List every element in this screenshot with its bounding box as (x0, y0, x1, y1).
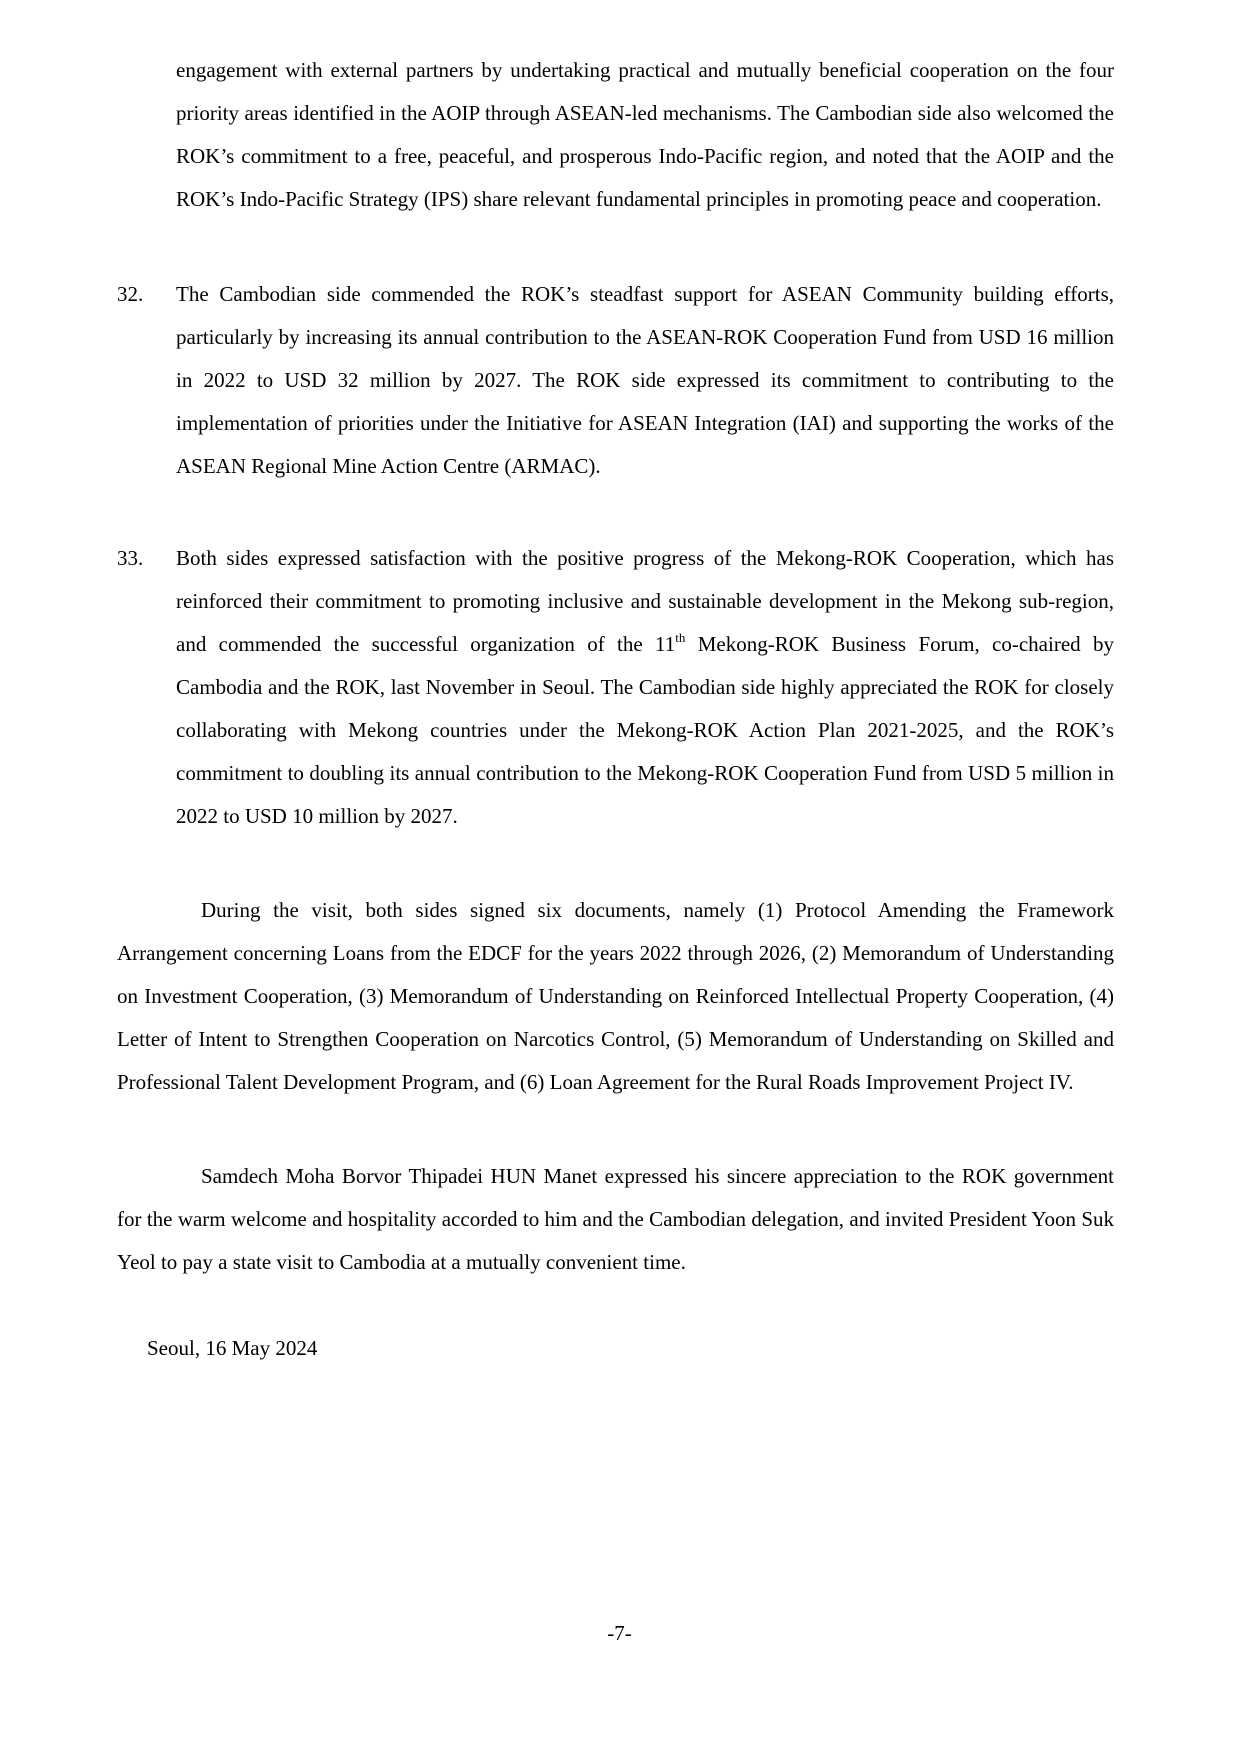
paragraph-33 (117, 537, 1114, 838)
paragraph-text: The Cambodian side commended the ROK’s steadfast support for ASEAN Community building efforts, particularly by increasing its annual contribution to the ASEAN-ROK Cooperation Fund from USD 16 million in 2022 to USD 32 million by 2027. The ROK side expressed its commitment to contributing to the implementation of priorities under the Initiative for ASEAN Integration (IAI) and supporting the works of the ASEAN Regional Mine Action Centre (ARMAC). (176, 282, 1114, 478)
paragraph-number: 32. (117, 282, 144, 306)
paragraph-32 (117, 273, 1114, 488)
date-place-line: Seoul, 16 May 2024 (147, 1336, 318, 1360)
paragraph-text (176, 537, 1114, 838)
paragraph-number: 33. (117, 546, 144, 570)
page-number: -7- (607, 1621, 632, 1645)
paragraph-text-part: Both sides expressed satisfaction with the positive progress of the Mekong-ROK Cooperation, which has reinforced their commitment to promoting inclusive and sustainable development in the Mekong sub-region, and commended the successful organization of the 11 (176, 546, 1114, 656)
paragraph-text-part: Mekong-ROK Business Forum, co-chaired by Cambodia and the ROK, last November in Seoul. The Cambodian side highly appreciated the ROK for closely collaborating with Mekong countries under the Mekong-ROK Action Plan 2021-2025, and the ROK’s commitment to doubling its annual contribution to the Mekong-ROK Cooperation Fund from USD 5 million in 2022 to USD 10 million by 2027. (176, 632, 1114, 828)
ordinal-superscript: th (675, 630, 686, 645)
signing-paragraph: During the visit, both sides signed six documents, namely (1) Protocol Amending the Framework Arrangement concerning Loans from the EDCF for the years 2022 through 2026, (2) Memorandum of Understanding on Investment Cooperation, (3) Memorandum of Understanding on Reinforced Intellectual Property Cooperation, (4) Letter of Intent to Strengthen Cooperation on Narcotics Control, (5) Memorandum of Understanding on Skilled and Professional Talent Development Program, and (6) Loan Agreement for the Rural Roads Improvement Project IV. (117, 898, 1114, 1094)
closing-paragraph: Samdech Moha Borvor Thipadei HUN Manet expressed his sincere appreciation to the ROK government for the warm welcome and hospitality accorded to him and the Cambodian delegation, and invited President Yoon Suk Yeol to pay a state visit to Cambodia at a mutually convenient time. (117, 1164, 1114, 1274)
paragraph-31-continuation: engagement with external partners by undertaking practical and mutually beneficial cooperation on the four priority areas identified in the AOIP through ASEAN-led mechanisms. The Cambodian side also welcomed the ROK’s commitment to a free, peaceful, and prosperous Indo-Pacific region, and noted that the AOIP and the ROK’s Indo-Pacific Strategy (IPS) share relevant fundamental principles in promoting peace and cooperation. (176, 58, 1114, 211)
